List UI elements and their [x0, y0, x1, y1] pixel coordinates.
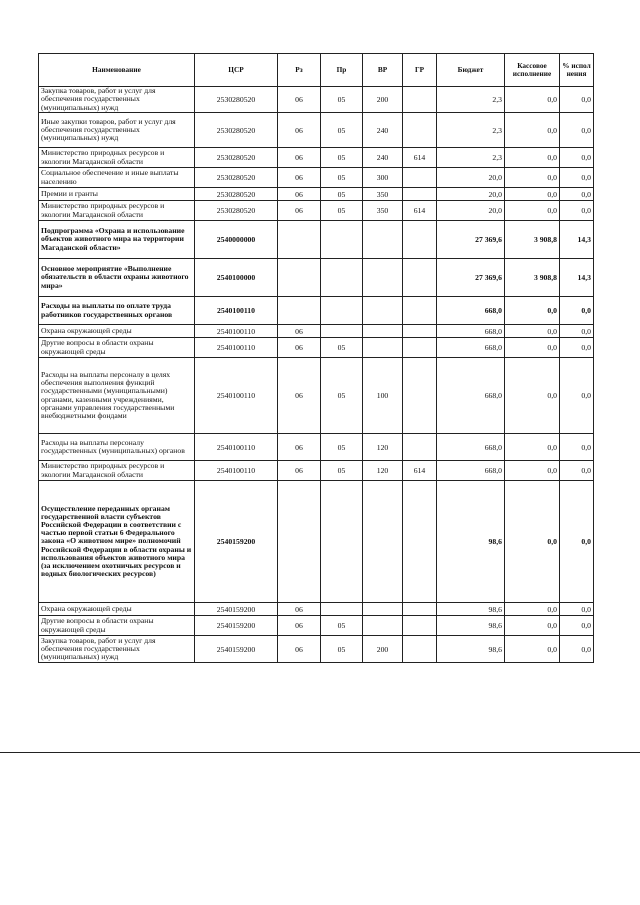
row-pr [321, 297, 363, 325]
row-gr [403, 603, 437, 616]
row-rz: 06 [278, 168, 321, 188]
table-row [39, 603, 594, 616]
row-name: Расходы на выплаты персоналу в целях обеспечения выполнения функций государственными (муниципальными) органами, казенными учреждениями, органами управления государственными внебюджетными фондами [39, 358, 195, 434]
row-pct: 0,0 [560, 113, 594, 148]
row-vr [363, 603, 403, 616]
row-budget: 20,0 [437, 201, 505, 221]
table-body [39, 87, 594, 663]
table-row [39, 148, 594, 168]
row-cash: 0,0 [505, 434, 560, 461]
row-vr: 350 [363, 201, 403, 221]
row-pct: 0,0 [560, 603, 594, 616]
row-pct: 14,3 [560, 259, 594, 297]
row-gr: 614 [403, 148, 437, 168]
row-csr: 2540159200 [195, 616, 278, 636]
row-vr [363, 221, 403, 259]
row-cash: 0,0 [505, 358, 560, 434]
row-pr: 05 [321, 188, 363, 201]
row-cash: 0,0 [505, 616, 560, 636]
row-cash: 0,0 [505, 603, 560, 616]
row-rz: 06 [278, 338, 321, 358]
table-row [39, 434, 594, 461]
row-rz: 06 [278, 461, 321, 481]
row-budget: 668,0 [437, 297, 505, 325]
table-row [39, 636, 594, 663]
row-budget: 27 369,6 [437, 221, 505, 259]
row-csr: 2540100000 [195, 259, 278, 297]
row-gr [403, 87, 437, 113]
row-rz [278, 481, 321, 603]
row-budget: 2,3 [437, 148, 505, 168]
row-rz [278, 221, 321, 259]
row-pct: 0,0 [560, 297, 594, 325]
table-row [39, 168, 594, 188]
page-footer-rule [0, 752, 640, 753]
row-csr: 2530280520 [195, 113, 278, 148]
row-name: Осуществление переданных органам государственной власти субъектов Российской Федерации в соответствии с частью первой статьи 6 Федерального закона «О животном мире» полномочий Российской Федерации в области охраны и использования объектов животного мира (за исключением охотничьих ресурсов и водных биологических ресурсов) [39, 481, 195, 603]
row-pr [321, 221, 363, 259]
row-vr [363, 325, 403, 338]
row-name: Основное мероприятие «Выполнение обязательств в области охраны животного мира» [39, 259, 195, 297]
row-pr: 05 [321, 201, 363, 221]
row-name: Закупка товаров, работ и услуг для обеспечения государственных (муниципальных) нужд [39, 636, 195, 663]
row-budget: 668,0 [437, 325, 505, 338]
row-vr: 200 [363, 87, 403, 113]
row-vr [363, 259, 403, 297]
row-cash: 3 908,8 [505, 259, 560, 297]
row-budget: 27 369,6 [437, 259, 505, 297]
row-gr: 614 [403, 461, 437, 481]
row-gr [403, 636, 437, 663]
row-rz: 06 [278, 113, 321, 148]
table-row [39, 325, 594, 338]
row-rz: 06 [278, 616, 321, 636]
row-rz [278, 259, 321, 297]
row-csr: 2530280520 [195, 148, 278, 168]
row-name: Подпрограмма «Охрана и использование объектов животного мира на территории Магаданской области» [39, 221, 195, 259]
row-csr: 2540100110 [195, 325, 278, 338]
row-name: Иные закупки товаров, работ и услуг для обеспечения государственных (муниципальных) нужд [39, 113, 195, 148]
row-name: Другие вопросы в области охраны окружающей среды [39, 338, 195, 358]
row-csr: 2530280520 [195, 168, 278, 188]
row-gr [403, 616, 437, 636]
row-gr [403, 325, 437, 338]
row-budget: 98,6 [437, 481, 505, 603]
table-row [39, 461, 594, 481]
row-name: Премии и гранты [39, 188, 195, 201]
header-gr: ГР [403, 54, 437, 87]
row-vr: 120 [363, 461, 403, 481]
row-rz: 06 [278, 434, 321, 461]
row-gr [403, 434, 437, 461]
table-row [39, 221, 594, 259]
row-gr [403, 338, 437, 358]
row-gr [403, 221, 437, 259]
row-csr: 2540159200 [195, 481, 278, 603]
header-cash-execution: Кассовое исполнение [505, 54, 560, 87]
row-rz: 06 [278, 87, 321, 113]
row-budget: 98,6 [437, 616, 505, 636]
row-name: Другие вопросы в области охраны окружающей среды [39, 616, 195, 636]
row-vr: 120 [363, 434, 403, 461]
row-pr [321, 481, 363, 603]
table-row [39, 87, 594, 113]
row-cash: 0,0 [505, 325, 560, 338]
table-row [39, 338, 594, 358]
row-gr [403, 481, 437, 603]
row-name: Министерство природных ресурсов и экологии Магаданской области [39, 201, 195, 221]
table-row [39, 358, 594, 434]
row-pr: 05 [321, 616, 363, 636]
header-percent-execution: % испол нения [560, 54, 594, 87]
row-pr [321, 603, 363, 616]
row-name: Министерство природных ресурсов и экологии Магаданской области [39, 148, 195, 168]
row-csr: 2540100110 [195, 358, 278, 434]
row-pr [321, 325, 363, 338]
row-cash: 0,0 [505, 481, 560, 603]
row-budget: 98,6 [437, 636, 505, 663]
row-csr: 2530280520 [195, 201, 278, 221]
row-cash: 0,0 [505, 461, 560, 481]
row-cash: 0,0 [505, 87, 560, 113]
row-rz: 06 [278, 636, 321, 663]
row-csr: 2540100110 [195, 461, 278, 481]
row-rz: 06 [278, 603, 321, 616]
row-csr: 2540159200 [195, 603, 278, 616]
row-name: Охрана окружающей среды [39, 325, 195, 338]
row-pr: 05 [321, 434, 363, 461]
row-pct: 0,0 [560, 325, 594, 338]
row-pr: 05 [321, 148, 363, 168]
row-gr [403, 259, 437, 297]
row-csr: 2530280520 [195, 87, 278, 113]
row-pr: 05 [321, 358, 363, 434]
row-csr: 2540100110 [195, 338, 278, 358]
table-header-row [39, 54, 594, 87]
row-budget: 20,0 [437, 188, 505, 201]
row-pct: 0,0 [560, 481, 594, 603]
row-pct: 0,0 [560, 188, 594, 201]
row-pr: 05 [321, 461, 363, 481]
row-pct: 0,0 [560, 168, 594, 188]
row-gr [403, 358, 437, 434]
row-gr [403, 297, 437, 325]
row-pct: 0,0 [560, 434, 594, 461]
row-name: Расходы на выплаты по оплате труда работников государственных органов [39, 297, 195, 325]
row-pr [321, 259, 363, 297]
table-row [39, 201, 594, 221]
row-budget: 2,3 [437, 87, 505, 113]
row-vr: 240 [363, 113, 403, 148]
row-cash: 0,0 [505, 338, 560, 358]
row-budget: 668,0 [437, 461, 505, 481]
row-rz: 06 [278, 148, 321, 168]
row-cash: 0,0 [505, 297, 560, 325]
row-csr: 2540100110 [195, 297, 278, 325]
row-cash: 0,0 [505, 113, 560, 148]
row-budget: 668,0 [437, 338, 505, 358]
table-row [39, 297, 594, 325]
row-cash: 0,0 [505, 201, 560, 221]
row-pct: 0,0 [560, 636, 594, 663]
row-pct: 0,0 [560, 87, 594, 113]
row-pr: 05 [321, 168, 363, 188]
row-name: Расходы на выплаты персоналу государственных (муниципальных) органов [39, 434, 195, 461]
row-pr: 05 [321, 636, 363, 663]
row-budget: 20,0 [437, 168, 505, 188]
row-cash: 0,0 [505, 148, 560, 168]
header-budget: Бюджет [437, 54, 505, 87]
row-vr [363, 338, 403, 358]
table-row [39, 259, 594, 297]
header-pr: Пр [321, 54, 363, 87]
row-rz: 06 [278, 188, 321, 201]
row-pr: 05 [321, 113, 363, 148]
row-csr: 2540100110 [195, 434, 278, 461]
row-cash: 0,0 [505, 188, 560, 201]
row-pr: 05 [321, 338, 363, 358]
row-name: Министерство природных ресурсов и экологии Магаданской области [39, 461, 195, 481]
row-gr [403, 168, 437, 188]
budget-table [38, 53, 594, 663]
row-cash: 3 908,8 [505, 221, 560, 259]
row-vr: 350 [363, 188, 403, 201]
header-name: Наименование [39, 54, 195, 87]
row-rz: 06 [278, 201, 321, 221]
row-gr [403, 188, 437, 201]
row-budget: 668,0 [437, 434, 505, 461]
row-pct: 0,0 [560, 616, 594, 636]
row-pct: 0,0 [560, 338, 594, 358]
row-pct: 0,0 [560, 148, 594, 168]
table-row [39, 481, 594, 603]
row-rz [278, 297, 321, 325]
row-vr: 100 [363, 358, 403, 434]
row-vr: 200 [363, 636, 403, 663]
row-vr [363, 481, 403, 603]
row-rz: 06 [278, 358, 321, 434]
row-rz: 06 [278, 325, 321, 338]
row-csr: 2540000000 [195, 221, 278, 259]
row-gr: 614 [403, 201, 437, 221]
row-budget: 98,6 [437, 603, 505, 616]
row-name: Закупка товаров, работ и услуг для обеспечения государственных (муниципальных) нужд [39, 87, 195, 113]
row-csr: 2540159200 [195, 636, 278, 663]
header-vr: ВР [363, 54, 403, 87]
row-vr: 240 [363, 148, 403, 168]
row-pct: 14,3 [560, 221, 594, 259]
row-gr [403, 113, 437, 148]
row-vr: 300 [363, 168, 403, 188]
row-pct: 0,0 [560, 358, 594, 434]
header-rz: Рз [278, 54, 321, 87]
row-budget: 668,0 [437, 358, 505, 434]
table-row [39, 616, 594, 636]
row-pct: 0,0 [560, 201, 594, 221]
row-budget: 2,3 [437, 113, 505, 148]
row-name: Охрана окружающей среды [39, 603, 195, 616]
row-cash: 0,0 [505, 636, 560, 663]
row-cash: 0,0 [505, 168, 560, 188]
row-pr: 05 [321, 87, 363, 113]
header-csr: ЦСР [195, 54, 278, 87]
row-pct: 0,0 [560, 461, 594, 481]
row-csr: 2530280520 [195, 188, 278, 201]
row-vr [363, 297, 403, 325]
table-row [39, 188, 594, 201]
row-vr [363, 616, 403, 636]
table-row [39, 113, 594, 148]
budget-table-page [38, 53, 593, 663]
row-name: Социальное обеспечение и иные выплаты населению [39, 168, 195, 188]
